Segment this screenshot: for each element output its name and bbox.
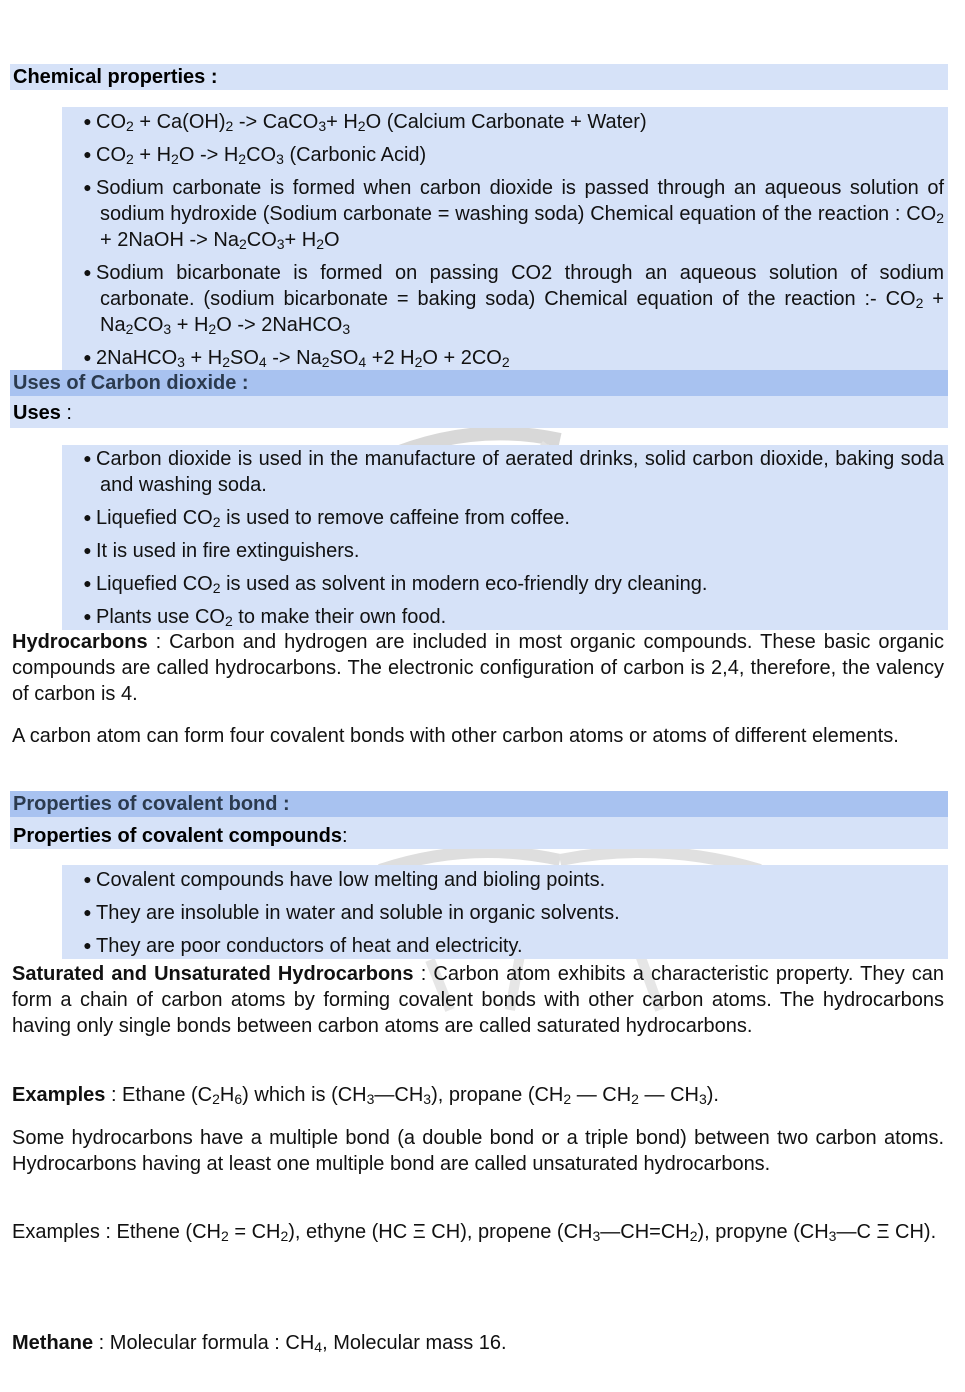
subscript: 2: [316, 236, 325, 252]
methane-term: Methane: [12, 1332, 94, 1354]
subscript: 2: [212, 1091, 220, 1107]
saturated-term: Saturated and Unsaturated Hydrocarbons: [12, 963, 414, 985]
subscript: 3: [177, 354, 185, 370]
subscript: 3: [276, 151, 284, 167]
subscript: 3: [276, 236, 285, 252]
covalent-properties-list: [62, 865, 948, 959]
chemical-properties-list: [62, 107, 948, 372]
bullet-icon: ●: [83, 871, 92, 887]
subscript: 2: [225, 118, 234, 134]
bullet-icon: ●: [83, 608, 92, 624]
bullet-icon: ●: [83, 113, 92, 129]
bullet-icon: ●: [83, 542, 92, 558]
subscript: 3: [342, 321, 351, 337]
list-item-text: 2NaHCO$_3$ + $H_2SO_4 -> Na_2SO_4 +2$ $H_2O + 2CO_2$: [96, 347, 510, 370]
subscript: 2: [171, 151, 179, 167]
saturated-examples-term: Examples: [12, 1084, 106, 1106]
bullet-icon: ●: [83, 264, 92, 280]
list-item: [62, 603, 944, 630]
list-item: [62, 504, 944, 531]
subscript: 2: [238, 236, 247, 252]
list-item: [62, 866, 944, 893]
unsaturated-examples: Examples : Ethene $(CH_2 = CH_2)$, ethyne (HC Ξ CH), propene $(CH_3—CH=CH_2)$, propyne ($CH_3—C$ Ξ CH).: [12, 1221, 937, 1244]
subscript: 2: [936, 210, 944, 226]
subscript: 2: [224, 613, 233, 629]
methane-text: : Molecular formula : $CH_4$, Molecular mass 16.: [93, 1332, 507, 1355]
list-item: [62, 537, 944, 564]
bullet-icon: ●: [83, 349, 92, 365]
subscript: 2: [631, 1091, 639, 1107]
uses-of-carbon-dioxide-heading: Uses of Carbon dioxide :: [13, 372, 249, 394]
uses-subheading-rest: :: [60, 402, 72, 424]
saturated-paragraph: [12, 961, 944, 1039]
covalent-bond-heading-band: [10, 791, 948, 817]
list-item: [62, 174, 944, 253]
unsaturated-paragraph: Some hydrocarbons have a multiple bond (a double bond or a triple bond) between two carbon atoms. Hydrocarbons having at least one multiple bond are called unsaturated hydrocarbons.: [12, 1127, 944, 1175]
list-item-text: $CO_2 + H_2O -> H_2CO_3$ (Carbonic Acid): [96, 144, 427, 167]
bullet-icon: ●: [83, 575, 92, 591]
chemical-properties-heading: Chemical properties :: [13, 66, 218, 88]
subscript: 2: [126, 118, 134, 134]
bullet-icon: ●: [83, 450, 92, 466]
uses-subheading-band: [10, 396, 948, 428]
subscript: 2: [280, 1228, 289, 1244]
subscript: 6: [234, 1091, 243, 1107]
hydrocarbons-paragraph: [12, 629, 944, 707]
subscript: 2: [212, 514, 221, 530]
uses-subheading: [10, 396, 948, 430]
list-item: [62, 932, 944, 959]
saturated-text: : Carbon atom exhibits a characteristic property. They can form a chain of carbon atoms by forming covalent bonds with other carbon atoms. The hydrocarbons having only single bonds between carbon atoms are called saturated hydrocarbons.: [12, 963, 945, 1037]
subscript: 3: [423, 1091, 432, 1107]
covalent-compounds-bold: Properties of covalent compounds: [13, 825, 342, 847]
hydrocarbons-text: : Carbon and hydrogen are included in most organic compounds. These basic organic compounds are called hydrocarbons. The electronic configuration of carbon is 2,4, therefore, the valency of carbon is 4.: [12, 631, 944, 705]
subscript: 2: [126, 151, 134, 167]
subscript: 3: [828, 1228, 837, 1244]
subscript: 2: [222, 354, 230, 370]
hydrocarbons-term: Hydrocarbons: [12, 631, 148, 653]
methane-paragraph: [12, 1330, 944, 1356]
subscript: 2: [321, 354, 330, 370]
saturated-examples-text: : Ethane $(C_2H_6)$ which is $(CH_3—CH_3)$, propane ($CH_2$ — $CH_2$ — $CH_3$).: [105, 1084, 719, 1107]
list-item: [62, 259, 944, 338]
subscript: 4: [314, 1339, 323, 1355]
subscript: 2: [563, 1091, 572, 1107]
subscript: 3: [592, 1228, 601, 1244]
list-item-text: It is used in fire extinguishers.: [96, 540, 360, 562]
subscript: 3: [163, 321, 172, 337]
list-item-text: They are insoluble in water and soluble in organic solvents.: [96, 902, 620, 924]
subscript: 2: [357, 118, 366, 134]
bullet-icon: ●: [83, 904, 92, 920]
covalent-bonds-paragraph: A carbon atom can form four covalent bonds with other carbon atoms or atoms of different elements.: [12, 725, 899, 747]
covalent-compounds-subheading-band: [10, 817, 948, 849]
list-item-text: Sodium carbonate is formed when carbon dioxide is passed through an aqueous solution of sodium hydroxide (Sodium carbonate = washing soda) Chemical equation of the reaction : $CO_2$ + 2NaOH -> $Na_2CO_3+ H_2O$: [96, 177, 944, 252]
subscript: 4: [258, 354, 267, 370]
list-item-text: Sodium bicarbonate is formed on passing CO2 through an aqueous solution of sodium carbonate. (sodium bicarbonate = baking soda) Chemical equation of the reaction :- $CO_2 + Na_2CO_3 + H_2O$ -> 2NaHCO$_3$: [96, 262, 944, 337]
saturated-examples: [12, 1082, 944, 1108]
subscript: 3: [698, 1091, 707, 1107]
covalent-bond-heading: Properties of covalent bond :: [13, 793, 290, 815]
list-item-text: Covalent compounds have low melting and bioling points.: [96, 869, 606, 891]
list-item: [62, 445, 944, 498]
list-item-text: $CO_2 + Ca(OH)_2$ -> CaCO$_3$+ $H_2O$ (Calcium Carbonate + Water): [96, 111, 647, 134]
bullet-icon: ●: [83, 179, 92, 195]
list-item: [62, 141, 944, 168]
list-item: [62, 108, 944, 135]
subscript: 2: [238, 151, 247, 167]
subscript: 2: [689, 1228, 698, 1244]
subscript: 4: [358, 354, 367, 370]
bullet-icon: ●: [83, 937, 92, 953]
list-item: [62, 570, 944, 597]
list-item-text: Carbon dioxide is used in the manufacture of aerated drinks, solid carbon dioxide, baking soda and washing soda.: [96, 448, 944, 496]
uses-list: [62, 445, 948, 630]
subscript: 2: [212, 580, 221, 596]
list-item: [62, 344, 944, 371]
bullet-icon: ●: [83, 509, 92, 525]
uses-subheading-bold: Uses: [13, 402, 61, 424]
covalent-compounds-rest: :: [341, 825, 348, 847]
list-item-text: They are poor conductors of heat and electricity.: [96, 935, 523, 957]
subscript: 2: [208, 321, 217, 337]
subscript: 2: [220, 1228, 229, 1244]
subscript: 2: [414, 354, 423, 370]
subscript: 2: [125, 321, 134, 337]
subscript: 3: [318, 118, 327, 134]
chemical-properties-heading-band: [10, 64, 948, 90]
covalent-compounds-subheading: [10, 817, 948, 855]
subscript: 2: [915, 295, 924, 311]
list-item-text: Plants use $CO_2$ to make their own food.: [96, 606, 447, 629]
list-item-text: Liquefied $CO_2$ is used to remove caffeine from coffee.: [96, 507, 570, 530]
subscript: 2: [501, 354, 510, 370]
subscript: 3: [366, 1091, 375, 1107]
list-item-text: Liquefied $CO_2$ is used as solvent in modern eco-friendly dry cleaning.: [96, 573, 708, 596]
uses-of-carbon-dioxide-heading-band: [10, 370, 948, 396]
bullet-icon: ●: [83, 146, 92, 162]
list-item: [62, 899, 944, 926]
